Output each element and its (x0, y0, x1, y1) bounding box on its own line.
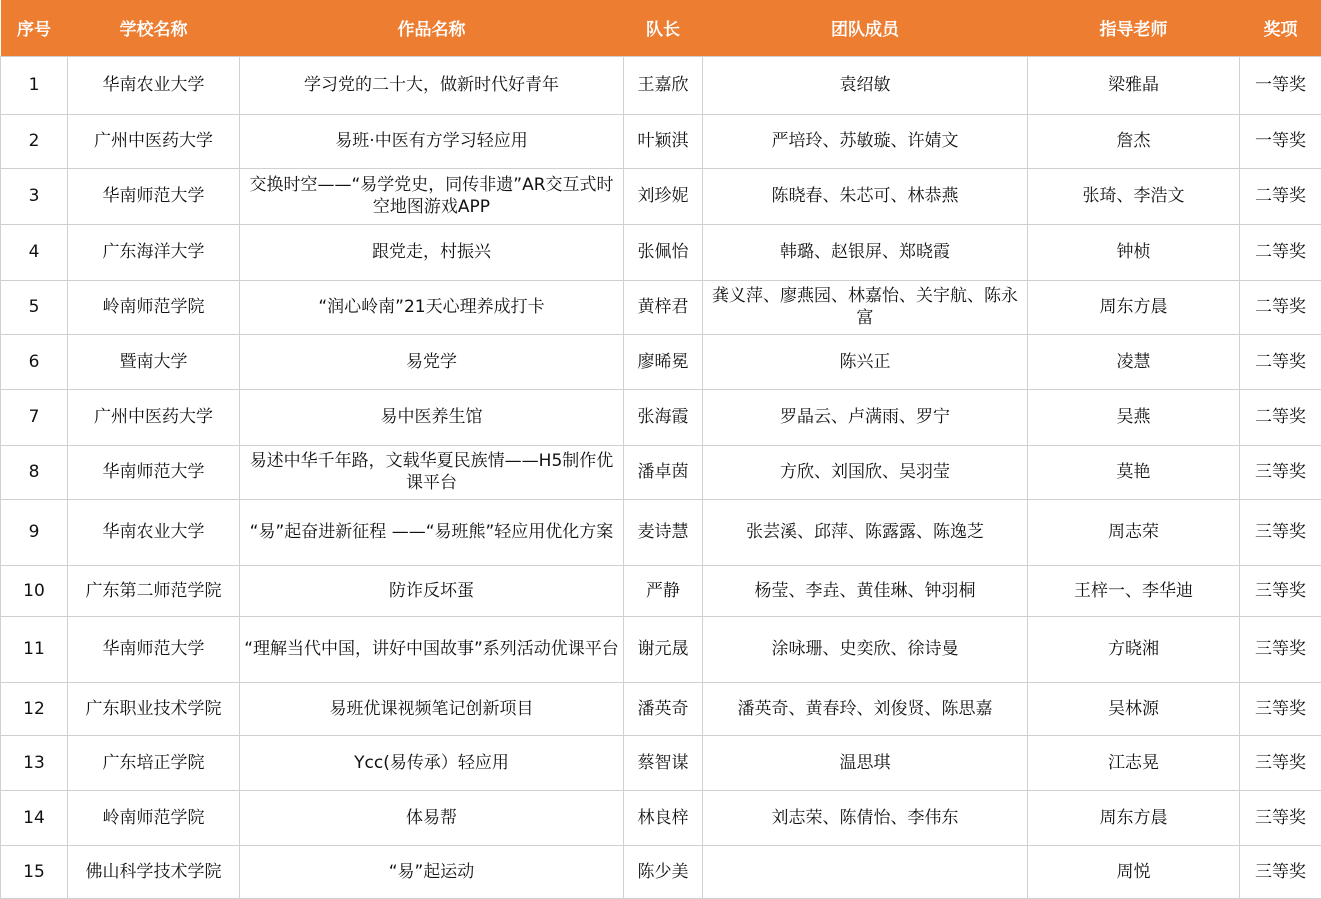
cell-work: “易”起奋进新征程 ——“易班熊”轻应用优化方案 (240, 499, 624, 565)
header-row (1, 0, 1321, 56)
cell-index: 7 (1, 389, 68, 445)
cell-advisor: 周悦 (1028, 845, 1240, 898)
table-row (1, 389, 1321, 445)
cell-captain: 刘珍妮 (624, 168, 703, 224)
cell-award: 二等奖 (1240, 168, 1321, 224)
cell-award: 一等奖 (1240, 114, 1321, 168)
cell-school: 广东培正学院 (68, 735, 240, 790)
cell-award: 二等奖 (1240, 224, 1321, 280)
cell-index: 5 (1, 280, 68, 334)
table-row (1, 334, 1321, 389)
cell-work: 易述中华千年路，文载华夏民族情——H5制作优课平台 (240, 445, 624, 499)
cell-captain: 张海霞 (624, 389, 703, 445)
cell-advisor: 凌慧 (1028, 334, 1240, 389)
cell-advisor: 莫艳 (1028, 445, 1240, 499)
cell-members: 刘志荣、陈倩怡、李伟东 (703, 790, 1028, 845)
cell-advisor: 方晓湘 (1028, 616, 1240, 682)
cell-index: 9 (1, 499, 68, 565)
cell-captain: 蔡智谋 (624, 735, 703, 790)
cell-school: 华南师范大学 (68, 445, 240, 499)
cell-members: 张芸溪、邱萍、陈露露、陈逸芝 (703, 499, 1028, 565)
cell-advisor: 周志荣 (1028, 499, 1240, 565)
table-row (1, 224, 1321, 280)
cell-award: 三等奖 (1240, 682, 1321, 735)
table-row (1, 445, 1321, 499)
cell-school: 华南农业大学 (68, 56, 240, 114)
cell-index: 4 (1, 224, 68, 280)
cell-school: 岭南师范学院 (68, 280, 240, 334)
cell-award: 二等奖 (1240, 334, 1321, 389)
cell-work: 跟党走，村振兴 (240, 224, 624, 280)
cell-school: 广州中医药大学 (68, 114, 240, 168)
cell-work: 易班优课视频笔记创新项目 (240, 682, 624, 735)
cell-work: 交换时空——“易学党史，同传非遗”AR交互式时空地图游戏APP (240, 168, 624, 224)
cell-index: 15 (1, 845, 68, 898)
table-row (1, 56, 1321, 114)
cell-index: 14 (1, 790, 68, 845)
table-header (1, 0, 1321, 56)
cell-work: Ycc(易传承）轻应用 (240, 735, 624, 790)
cell-members: 龚义萍、廖燕园、林嘉怡、关宇航、陈永富 (703, 280, 1028, 334)
table-row (1, 280, 1321, 334)
cell-advisor: 钟桢 (1028, 224, 1240, 280)
cell-members: 杨莹、李垚、黄佳琳、钟羽桐 (703, 565, 1028, 616)
header-school: 学校名称 (68, 0, 240, 56)
cell-index: 1 (1, 56, 68, 114)
cell-advisor: 吴燕 (1028, 389, 1240, 445)
cell-school: 广东第二师范学院 (68, 565, 240, 616)
cell-work: 防诈反坏蛋 (240, 565, 624, 616)
cell-index: 12 (1, 682, 68, 735)
cell-members (703, 845, 1028, 898)
cell-work: 易班·中医有方学习轻应用 (240, 114, 624, 168)
cell-advisor: 江志晃 (1028, 735, 1240, 790)
table-row (1, 168, 1321, 224)
table-row (1, 616, 1321, 682)
table-row (1, 682, 1321, 735)
table-row (1, 845, 1321, 898)
cell-award: 三等奖 (1240, 790, 1321, 845)
cell-advisor: 周东方晨 (1028, 280, 1240, 334)
cell-school: 岭南师范学院 (68, 790, 240, 845)
cell-captain: 潘卓茵 (624, 445, 703, 499)
cell-members: 陈晓春、朱芯可、林恭燕 (703, 168, 1028, 224)
header-award: 奖项 (1240, 0, 1321, 56)
cell-captain: 廖晞冕 (624, 334, 703, 389)
header-captain: 队长 (624, 0, 703, 56)
cell-captain: 张佩怡 (624, 224, 703, 280)
header-advisor: 指导老师 (1028, 0, 1240, 56)
cell-members: 严培玲、苏敏璇、许婧文 (703, 114, 1028, 168)
cell-award: 一等奖 (1240, 56, 1321, 114)
table-row (1, 114, 1321, 168)
cell-work: 易中医养生馆 (240, 389, 624, 445)
cell-school: 华南农业大学 (68, 499, 240, 565)
cell-index: 10 (1, 565, 68, 616)
cell-school: 广州中医药大学 (68, 389, 240, 445)
cell-school: 华南师范大学 (68, 616, 240, 682)
cell-award: 二等奖 (1240, 280, 1321, 334)
cell-school: 广东海洋大学 (68, 224, 240, 280)
table-body (1, 56, 1321, 898)
cell-work: 体易帮 (240, 790, 624, 845)
cell-members: 陈兴正 (703, 334, 1028, 389)
table-row (1, 499, 1321, 565)
cell-award: 二等奖 (1240, 389, 1321, 445)
table-row (1, 565, 1321, 616)
cell-members: 韩璐、赵银屏、郑晓霞 (703, 224, 1028, 280)
cell-index: 13 (1, 735, 68, 790)
cell-captain: 王嘉欣 (624, 56, 703, 114)
cell-school: 华南师范大学 (68, 168, 240, 224)
cell-captain: 潘英奇 (624, 682, 703, 735)
cell-index: 2 (1, 114, 68, 168)
header-work: 作品名称 (240, 0, 624, 56)
cell-award: 三等奖 (1240, 499, 1321, 565)
cell-school: 广东职业技术学院 (68, 682, 240, 735)
cell-members: 潘英奇、黄春玲、刘俊贤、陈思嘉 (703, 682, 1028, 735)
cell-award: 三等奖 (1240, 616, 1321, 682)
cell-work: “润心岭南”21天心理养成打卡 (240, 280, 624, 334)
cell-captain: 林良梓 (624, 790, 703, 845)
cell-captain: 陈少美 (624, 845, 703, 898)
cell-work: 学习党的二十大，做新时代好青年 (240, 56, 624, 114)
cell-award: 三等奖 (1240, 565, 1321, 616)
cell-captain: 谢元晟 (624, 616, 703, 682)
cell-advisor: 梁雅晶 (1028, 56, 1240, 114)
cell-captain: 严静 (624, 565, 703, 616)
cell-advisor: 詹杰 (1028, 114, 1240, 168)
cell-advisor: 周东方晨 (1028, 790, 1240, 845)
cell-award: 三等奖 (1240, 845, 1321, 898)
cell-captain: 麦诗慧 (624, 499, 703, 565)
table-row (1, 735, 1321, 790)
cell-captain: 黄梓君 (624, 280, 703, 334)
cell-members: 涂咏珊、史奕欣、徐诗曼 (703, 616, 1028, 682)
cell-index: 3 (1, 168, 68, 224)
cell-advisor: 吴林源 (1028, 682, 1240, 735)
header-index: 序号 (1, 0, 68, 56)
cell-advisor: 张琦、李浩文 (1028, 168, 1240, 224)
cell-award: 三等奖 (1240, 735, 1321, 790)
cell-index: 8 (1, 445, 68, 499)
cell-work: “易”起运动 (240, 845, 624, 898)
cell-school: 暨南大学 (68, 334, 240, 389)
cell-captain: 叶颖淇 (624, 114, 703, 168)
cell-members: 方欣、刘国欣、吴羽莹 (703, 445, 1028, 499)
cell-index: 6 (1, 334, 68, 389)
cell-members: 温思琪 (703, 735, 1028, 790)
cell-school: 佛山科学技术学院 (68, 845, 240, 898)
cell-advisor: 王梓一、李华迪 (1028, 565, 1240, 616)
cell-work: 易党学 (240, 334, 624, 389)
cell-work: “理解当代中国，讲好中国故事”系列活动优课平台 (240, 616, 624, 682)
cell-members: 罗晶云、卢满雨、罗宁 (703, 389, 1028, 445)
header-members: 团队成员 (703, 0, 1028, 56)
cell-index: 11 (1, 616, 68, 682)
cell-award: 三等奖 (1240, 445, 1321, 499)
cell-members: 袁绍敏 (703, 56, 1028, 114)
table-row (1, 790, 1321, 845)
